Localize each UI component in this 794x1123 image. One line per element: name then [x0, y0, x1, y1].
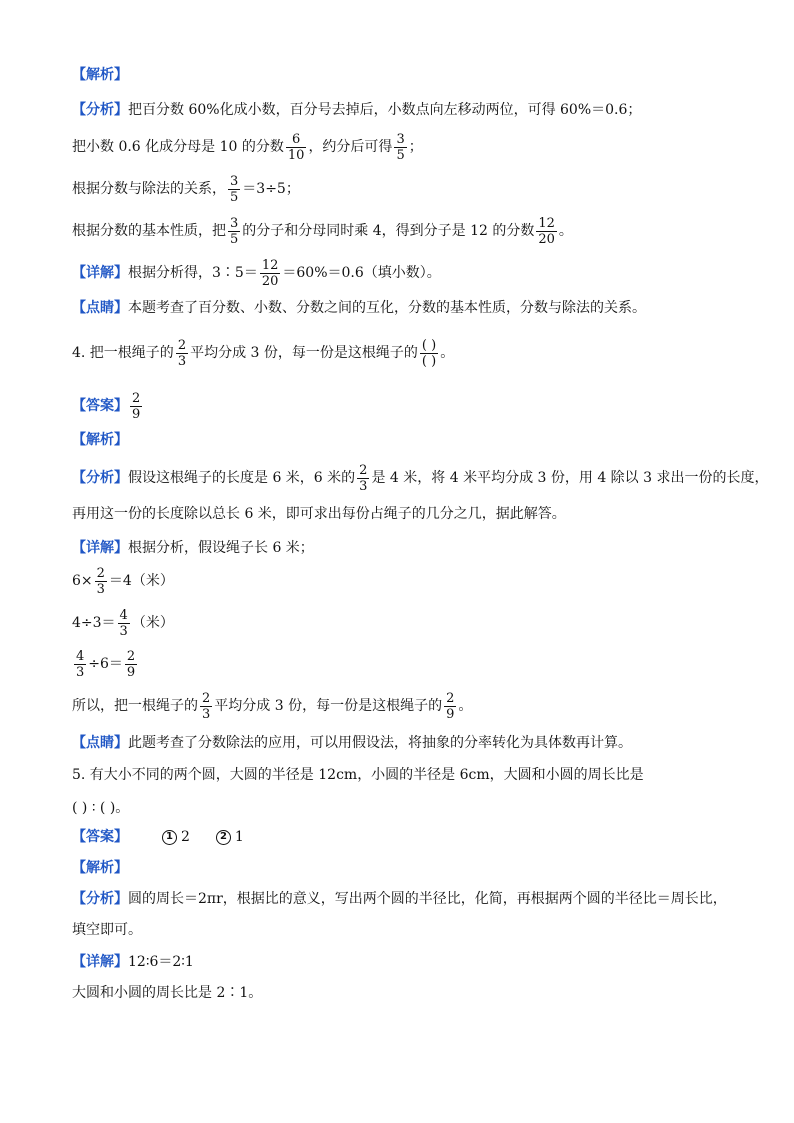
fraction: $\frac{12}{20}$ — [538, 215, 555, 247]
detail-line: 【详解】 根据分析得，3∶5＝ $\frac{12}{20}$ ＝60%＝0.6（填小数）。 — [72, 257, 441, 289]
detail-line: 【详解】 根据分析，假设绳子长 6 米； — [72, 540, 314, 556]
circled-number-2: 2 — [216, 830, 231, 845]
fraction: $\frac{2}{9}$ — [446, 690, 455, 722]
fraction: $\frac{3}{5}$ — [230, 215, 239, 247]
detail-line: 【详解】 12∶6＝2∶1 — [72, 954, 194, 970]
analysis-line: 填空即可。 — [72, 922, 142, 938]
fraction: $\frac{3}{5}$ — [396, 131, 405, 163]
fraction: $\frac{2}{3}$ — [96, 565, 105, 597]
conclusion-line: 所以，把一根绳子的 $\frac{2}{3}$ 平均分成 3 份，每一份是这根绳子的 $\frac{2}{9}$ 。 — [72, 690, 473, 722]
analysis-line: 根据分数与除法的关系， $\frac{3}{5}$ ＝3÷5； — [72, 173, 300, 205]
fraction: $\frac{4}{3}$ — [119, 607, 128, 639]
question-5: 5. 有大小不同的两个圆，大圆的半径是 12cm，小圆的半径是 6cm，大圆和小圆的周长比是 — [72, 767, 644, 783]
fraction: $\frac{2}{3}$ — [177, 337, 187, 369]
analysis-line: 【分析】 假设这根绳子的长度是 6 米，6 米的 $\frac{2}{3}$ 是 4 米，将 4 米平均分成 3 份，用 4 除以 3 求出一份的长度， — [72, 462, 769, 494]
fraction: $\frac{12}{20}$ — [261, 257, 279, 289]
fraction: $\frac{2}{3}$ — [359, 462, 368, 494]
answer-item: 2 1 — [216, 827, 244, 847]
calc-line: 6× $\frac{2}{3}$ ＝4（米） — [72, 565, 174, 597]
answer-line: 【答案】 1 2 2 1 — [72, 829, 244, 845]
answer-fraction: $\frac{2}{9}$ — [132, 390, 141, 422]
fraction: $\frac{2}{3}$ — [202, 690, 211, 722]
answer-blank-fraction: $\frac{( )}{( )}$ — [421, 337, 437, 369]
analysis-line: 根据分数的基本性质，把 $\frac{3}{5}$ 的分子和分母同时乘 4，得到分子是 12 的分数 $\frac{12}{20}$ 。 — [72, 215, 573, 247]
calc-line: $\frac{4}{3}$ ÷6＝ $\frac{2}{9}$ — [76, 648, 136, 680]
calc-line: 4÷3＝ $\frac{4}{3}$ （米） — [72, 607, 174, 639]
answer-item: 1 2 — [162, 827, 190, 847]
fraction: $\frac{4}{3}$ — [76, 648, 85, 680]
question-4: 4. 把一根绳子的 $\frac{2}{3}$ 平均分成 3 份，每一份是这根绳子的 $\frac{( )}{( )}$ 。 — [72, 337, 455, 369]
analysis-line: 把小数 0.6 化成分母是 10 的分数 $\frac{6}{10}$ ，约分后可得 $\frac{3}{5}$ ； — [72, 131, 423, 163]
comment-line: 【点睛】 此题考查了分数除法的应用，可以用假设法，将抽象的分率转化为具体数再计算。 — [72, 735, 632, 751]
analysis-line: 再用这一份的长度除以总长 6 米，即可求出每份占绳子的几分之几，据此解答。 — [72, 506, 566, 522]
comment-line: 【点睛】 本题考查了百分数、小数、分数之间的互化，分数的基本性质，分数与除法的关系。 — [72, 300, 646, 316]
analysis-line: 【分析】 圆的周长＝2πr，根据比的意义，写出两个圆的半径比，化简，再根据两个圆的半径比＝周长比， — [72, 891, 727, 907]
fraction: $\frac{6}{10}$ — [287, 131, 305, 163]
fraction: $\frac{2}{9}$ — [126, 648, 136, 680]
jiexi-heading: 【解析】 — [72, 432, 128, 448]
jiexi-heading: 【解析】 — [72, 67, 128, 83]
circled-number-1: 1 — [162, 830, 177, 845]
analysis-line: 【分析】 把百分数 60%化成小数，百分号去掉后，小数点向左移动两位，可得 60%＝0.6； — [72, 102, 642, 118]
jiexi-heading: 【解析】 — [72, 860, 128, 876]
fraction: $\frac{3}{5}$ — [230, 173, 239, 205]
answer-line: 【答案】 $\frac{2}{9}$ — [72, 390, 141, 422]
conclusion-line: 大圆和小圆的周长比是 2∶1。 — [72, 985, 263, 1001]
question-5-blanks: ( ) ∶ ( )。 — [72, 800, 130, 816]
